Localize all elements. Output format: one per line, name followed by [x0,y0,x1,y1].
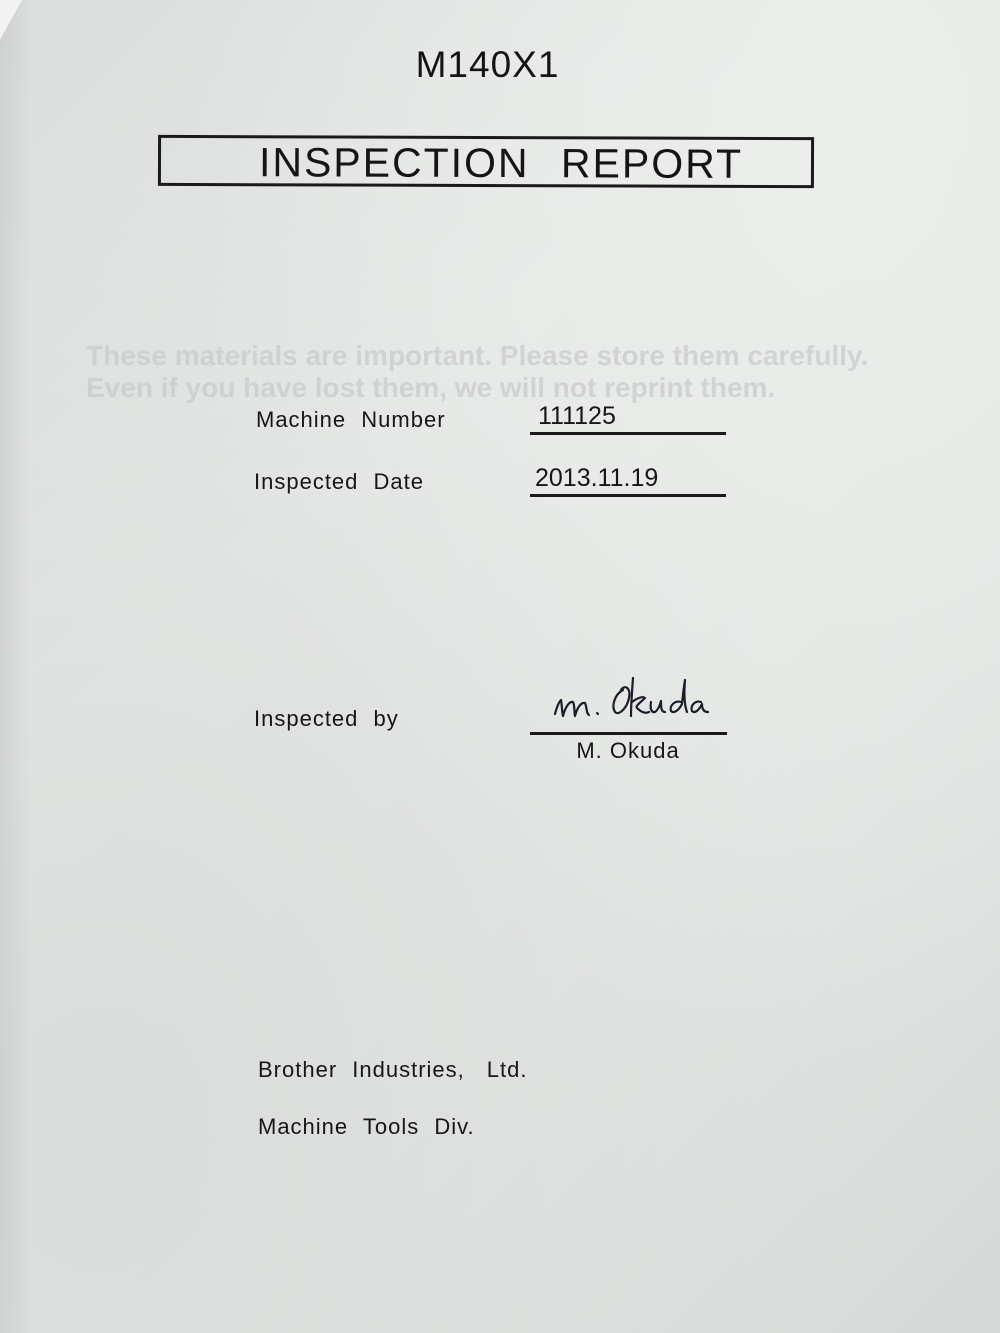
bleed-through-notice-line-1: These materials are important. Please store them carefully. [86,340,869,371]
company-name-part-2: Ltd. [486,1057,528,1082]
inspector-name: M. Okuda [576,738,680,763]
machine-number-label: Machine Number [256,407,446,432]
company-division: Machine Tools Div. [258,1114,475,1139]
report-title: INSPECTION REPORT [258,139,744,187]
report-title-box [158,135,814,188]
folded-corner [0,0,22,40]
inspected-date-underline [530,494,726,497]
inspected-by-label: Inspected by [254,706,399,731]
machine-number-underline [530,432,726,435]
inspected-date-value: 2013.11.19 [535,464,659,492]
handwritten-signature [545,672,715,722]
machine-number-value: 111125 [538,402,616,430]
signature-underline [530,732,727,735]
model-number: M140X1 [415,44,560,85]
bleed-through-notice-line-2: Even if you have lost them, we will not reprint them. [86,372,776,403]
company-name [258,1057,527,1083]
company-name-part-1: Brother Industries, [258,1057,465,1082]
inspected-date-label: Inspected Date [254,469,424,494]
page-shadow [0,0,30,1333]
